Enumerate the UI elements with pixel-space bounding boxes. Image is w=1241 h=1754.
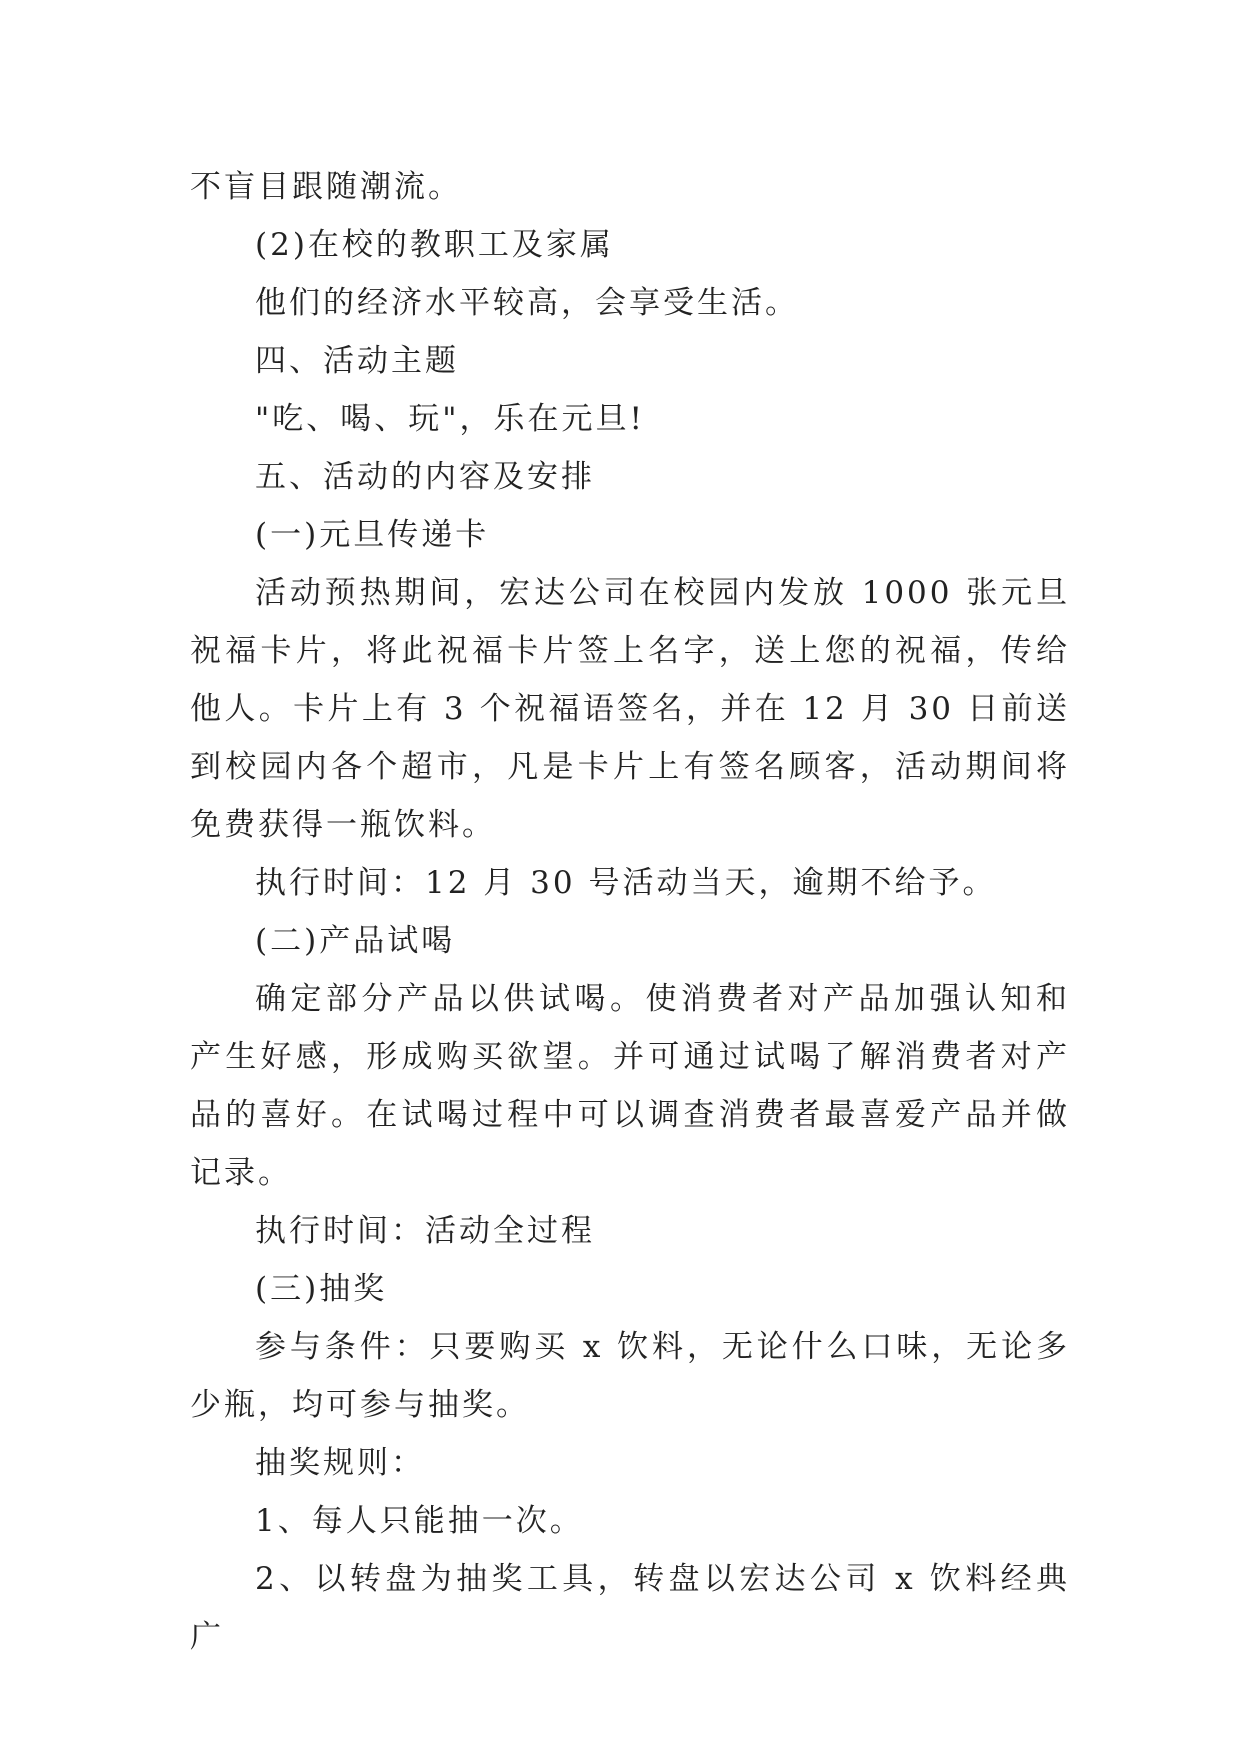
subheading-card: (一)元旦传递卡 [255,517,490,553]
paragraph-3: 他们的经济水平较高，会享受生活。 [255,285,799,321]
paragraph-lottery-conditions: 参与条件：只要购买 x 饮料，无论什么口味，无论多少瓶，均可参与抽奖。 [190,1329,1070,1423]
paragraph-1: 不盲目跟随潮流。 [190,169,462,205]
section-heading-content: 五、活动的内容及安排 [255,459,595,495]
paragraph-card-time: 执行时间：12 月 30 号活动当天，逾期不给予。 [255,865,997,901]
paragraph-card-activity: 活动预热期间，宏达公司在校园内发放 1000 张元旦祝福卡片，将此祝福卡片签上名字，送上您的祝福，传给他人。卡片上有 3 个祝福语签名，并在 12 月 30 日前送到校园内各个超市，凡是卡片上有签名顾客，活动期间将免费获得一瓶饮料。 [190,575,1070,843]
document-body [190,158,1070,1666]
paragraph-lottery-rules-heading: 抽奖规则： [255,1445,425,1481]
paragraph-tasting: 确定部分产品以供试喝。使消费者对产品加强认知和产生好感，形成购买欲望。并可通过试喝了解消费者对产品的喜好。在试喝过程中可以调查消费者最喜爱产品并做记录。 [190,981,1070,1191]
paragraph-lottery-rule-2: 2、以转盘为抽奖工具，转盘以宏达公司 x 饮料经典广 [190,1561,1070,1655]
paragraph-tasting-time: 执行时间：活动全过程 [255,1213,595,1249]
paragraph-lottery-rule-1: 1、每人只能抽一次。 [255,1503,584,1539]
subheading-lottery: (三)抽奖 [255,1271,388,1307]
paragraph-2-heading: (2)在校的教职工及家属 [255,227,614,263]
subheading-tasting: (二)产品试喝 [255,923,456,959]
section-heading-theme: 四、活动主题 [255,343,459,379]
theme-slogan: "吃、喝、玩"，乐在元旦! [255,401,645,437]
